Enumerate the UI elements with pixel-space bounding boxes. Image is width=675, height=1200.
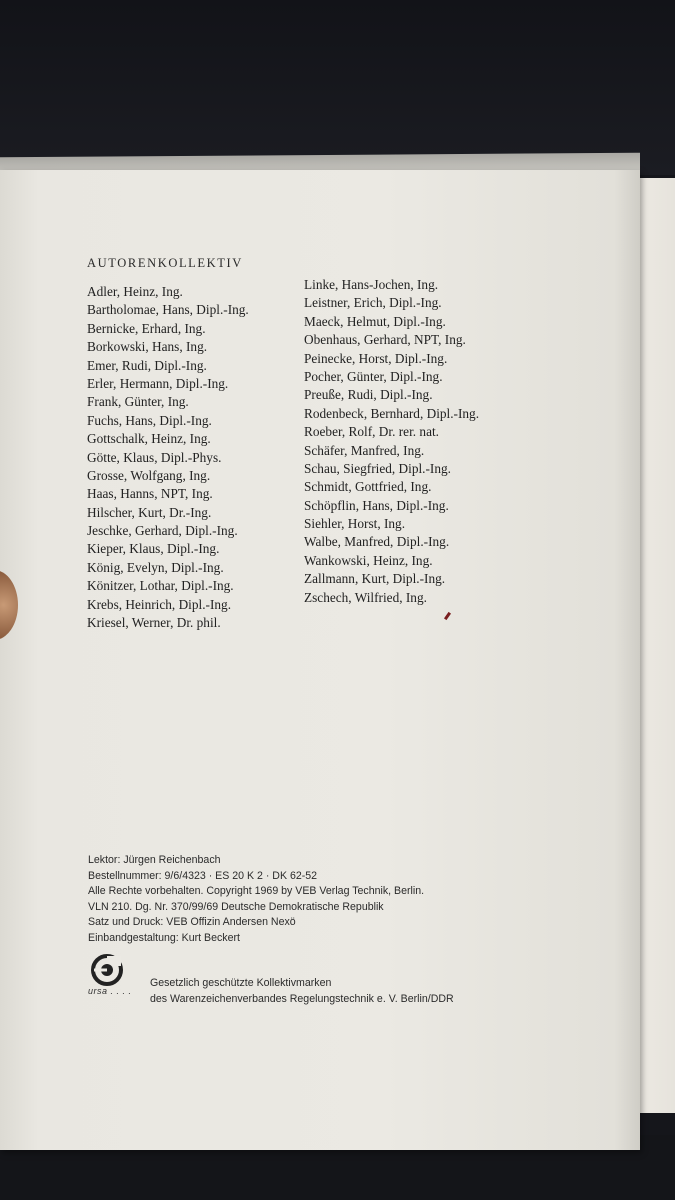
imprint-line: Einbandgestaltung: Kurt Beckert [88, 931, 240, 944]
trademark-line: Gesetzlich geschützte Kollektivmarken [150, 977, 332, 989]
trademark-line: des Warenzeichenverbandes Regelungstechnik e. V. Berlin/DDR [150, 993, 454, 1005]
author-name: Bartholomae, Hans, Dipl.-Ing. [87, 302, 249, 318]
author-name: Emer, Rudi, Dipl.-Ing. [87, 357, 207, 373]
author-name: Maeck, Helmut, Dipl.-Ing. [304, 313, 446, 329]
background-top [0, 0, 675, 175]
author-name: Erler, Hermann, Dipl.-Ing. [87, 375, 229, 391]
author-name: Rodenbeck, Bernhard, Dipl.-Ing. [304, 405, 480, 421]
imprint-line: Lektor: Jürgen Reichenbach [88, 854, 221, 866]
imprint-line: VLN 210. Dg. Nr. 370/99/69 Deutsche Demokratische Republik [88, 900, 384, 913]
author-name: Krebs, Heinrich, Dipl.-Ing. [87, 596, 232, 612]
author-name: Linke, Hans-Jochen, Ing. [304, 277, 439, 292]
author-name: Siehler, Horst, Ing. [304, 516, 406, 532]
author-name: Schöpflin, Hans, Dipl.-Ing. [304, 497, 449, 513]
author-name: Adler, Heinz, Ing. [87, 284, 183, 299]
author-name: Haas, Hanns, NPT, Ing. [87, 486, 213, 502]
imprint-block [88, 853, 424, 947]
author-name: Fuchs, Hans, Dipl.-Ing. [87, 412, 212, 428]
page-heading: AUTORENKOLLEKTIV [87, 256, 243, 270]
author-name: Kriesel, Werner, Dr. phil. [87, 615, 221, 631]
author-name: Zallmann, Kurt, Dipl.-Ing. [304, 571, 446, 587]
author-name: Jeschke, Gerhard, Dipl.-Ing. [87, 523, 238, 539]
ursa-logo-icon [90, 953, 124, 987]
author-name: Bernicke, Erhard, Ing. [87, 320, 206, 336]
author-name: Pocher, Günter, Dipl.-Ing. [304, 368, 443, 384]
author-name: König, Evelyn, Dipl.-Ing. [87, 559, 224, 575]
author-name: Borkowski, Hans, Ing. [87, 339, 208, 355]
author-name: Peinecke, Horst, Dipl.-Ing. [304, 350, 448, 366]
authors-right-column [304, 276, 479, 607]
author-name: Grosse, Wolfgang, Ing. [87, 467, 211, 483]
imprint-line: Alle Rechte vorbehalten. Copyright 1969 by VEB Verlag Technik, Berlin. [88, 885, 425, 898]
author-name: Obenhaus, Gerhard, NPT, Ing. [304, 332, 466, 348]
authors-left-column [87, 283, 249, 632]
author-name: Gottschalk, Heinz, Ing. [87, 431, 211, 447]
author-name: Schmidt, Gottfried, Ing. [304, 479, 432, 495]
trademark-notice [150, 975, 454, 1007]
author-name: Schäfer, Manfred, Ing. [304, 442, 425, 458]
author-name: Wankowski, Heinz, Ing. [304, 552, 433, 568]
imprint-line: Satz und Druck: VEB Offizin Andersen Nexö [88, 916, 296, 929]
author-name: Hilscher, Kurt, Dr.-Ing. [87, 504, 212, 520]
author-name: Frank, Günter, Ing. [87, 394, 189, 410]
author-name: Preuße, Rudi, Dipl.-Ing. [304, 387, 433, 403]
author-name: Roeber, Rolf, Dr. rer. nat. [304, 424, 439, 440]
imprint-line: Bestellnummer: 9/6/4323 · ES 20 K 2 · DK 62-52 [88, 869, 318, 882]
logo-text: ursa . . . . [88, 986, 132, 996]
author-name: Götte, Klaus, Dipl.-Phys. [87, 449, 222, 465]
author-name: Könitzer, Lothar, Dipl.-Ing. [87, 578, 234, 594]
author-name: Walbe, Manfred, Dipl.-Ing. [304, 534, 450, 550]
author-name: Schau, Siegfried, Dipl.-Ing. [304, 460, 451, 476]
author-name: Leistner, Erich, Dipl.-Ing. [304, 295, 442, 311]
ursa-logo [88, 953, 138, 1001]
author-name: Zschech, Wilfried, Ing. [304, 589, 427, 605]
author-name: Kieper, Klaus, Dipl.-Ing. [87, 541, 220, 557]
